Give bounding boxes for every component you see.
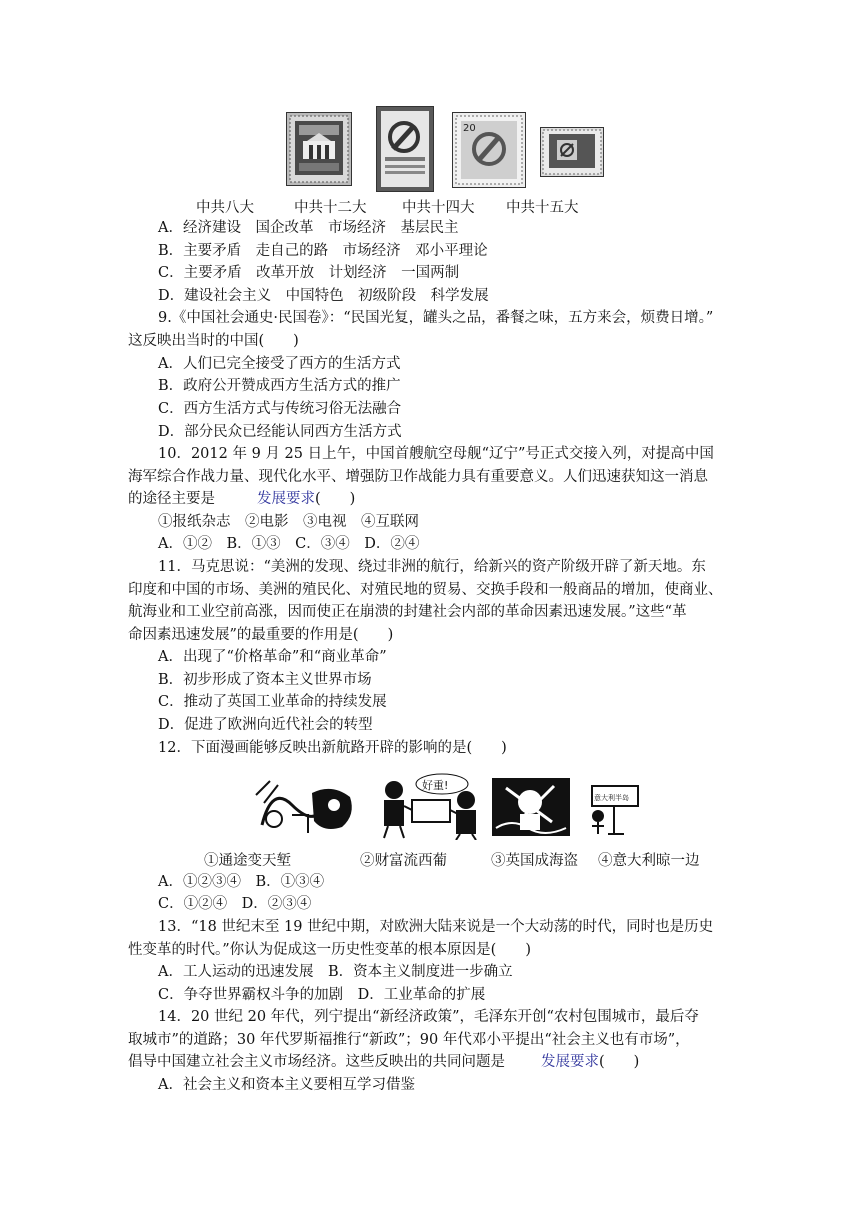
stamp-caption-1: 中共八大 bbox=[196, 200, 254, 216]
q8-option-a: A．经济建设 国企改革 市场经济 基层民主 bbox=[158, 220, 459, 236]
q14-requirement-tag: 发展要求 bbox=[541, 1054, 599, 1070]
q11-option-a: A．出现了“价格革命”和“商业革命” bbox=[158, 649, 387, 665]
stamp-12th-congress bbox=[376, 106, 434, 192]
q10-answer-blank: ( ) bbox=[315, 491, 356, 507]
q11-option-d: D．促进了欧洲向近代社会的转型 bbox=[158, 717, 373, 733]
stamp-caption-3: 中共十四大 bbox=[402, 200, 475, 216]
q12-options-line1: A．①②③④ B．①③④ bbox=[158, 874, 325, 890]
cartoon-3-pirate bbox=[492, 778, 570, 836]
cartoon-2-wealth bbox=[374, 770, 484, 840]
q8-option-d: D．建设社会主义 中国特色 初级阶段 科学发展 bbox=[158, 288, 489, 304]
cartoon-sign-text: 意大利半岛 bbox=[594, 794, 629, 802]
q9-option-c: C．西方生活方式与传统习俗无法融合 bbox=[158, 401, 402, 417]
q10-requirement-tag: 发展要求 bbox=[257, 491, 315, 507]
q10-stem-line2: 海军综合作战力量、现代化水平、增强防卫作战能力具有重要意义。人们迅速获知这一消息 bbox=[128, 469, 708, 485]
q12-cartoon-caption-2: ②财富流西葡 bbox=[360, 853, 447, 869]
q13-options-line2: C．争夺世界霸权斗争的加剧 D．工业革命的扩展 bbox=[158, 987, 486, 1003]
q11-stem-line1: 11．马克思说：“美洲的发现、绕过非洲的航行，给新兴的资产阶级开辟了新天地。东 bbox=[158, 559, 706, 575]
q12-cartoon-caption-4: ④意大利晾一边 bbox=[598, 853, 700, 869]
q12-cartoon-caption-1: ①通途变天堑 bbox=[204, 853, 291, 869]
q13-stem-line1: 13．“18 世纪末至 19 世纪中期，对欧洲大陆来说是一个大动荡的时代，同时也是历史 bbox=[158, 919, 714, 935]
q14-stem-line2: 取城市”的道路；30 年代罗斯福推行“新政”；90 年代邓小平提出“社会主义也有市场”， bbox=[128, 1032, 690, 1048]
q14-option-a: A．社会主义和资本主义要相互学习借鉴 bbox=[158, 1077, 415, 1093]
q11-stem-line4: 命因素迅速发展”的最重要的作用是( ) bbox=[128, 627, 394, 643]
stamp-8th-congress-image bbox=[287, 113, 351, 185]
stamp-value: 20 bbox=[463, 123, 476, 134]
q12-options-line2: C．①②④ D．②③④ bbox=[158, 896, 312, 912]
q14-stem-text: 倡导中国建立社会主义市场经济。这些反映出的共同问题是 bbox=[128, 1054, 505, 1070]
q14-stem-line1: 14．20 世纪 20 年代，列宁提出“新经济政策”，毛泽东开创“农村包围城市，最后夺 bbox=[158, 1009, 699, 1025]
q10-stem-line1: 10．2012 年 9 月 25 日上午，中国首艘航空母舰“辽宁”号正式交接入列，对提高中国 bbox=[158, 446, 714, 462]
q12-cartoon-caption-3: ③英国成海盗 bbox=[491, 853, 578, 869]
cartoon-4-italy-sidelined bbox=[584, 776, 644, 838]
q13-options-line1: A．工人运动的迅速发展 B．资本主义制度进一步确立 bbox=[158, 964, 513, 980]
q9-stem-line2: 这反映出当时的中国( ) bbox=[128, 333, 299, 349]
q10-stem-text: 的途径主要是 bbox=[128, 491, 215, 507]
q10-options: A．①② B．①③ C．③④ D．②④ bbox=[158, 536, 420, 552]
q11-option-c: C．推动了英国工业革命的持续发展 bbox=[158, 694, 387, 710]
q13-stem-line2: 性变革的时代。”你认为促成这一历史性变革的根本原因是( ) bbox=[128, 942, 531, 958]
stamp-12th-congress-image bbox=[377, 107, 433, 191]
q11-stem-line2: 印度和中国的市场、美洲的殖民化、对殖民地的贸易、交换手段和一般商品的增加，使商业、 bbox=[128, 582, 723, 598]
q14-answer-blank: ( ) bbox=[599, 1054, 640, 1070]
q8-option-b: B．主要矛盾 走自己的路 市场经济 邓小平理论 bbox=[158, 243, 488, 259]
stamp-15th-congress bbox=[540, 127, 604, 177]
stamp-14th-congress bbox=[452, 112, 526, 188]
q9-option-d: D．部分民众已经能认同西方生活方式 bbox=[158, 424, 402, 440]
q11-stem-line3: 航海业和工业空前高涨，因而使正在崩溃的封建社会内部的革命因素迅速发展。”这些“革 bbox=[128, 604, 687, 620]
cartoon-1-route-blocked bbox=[252, 775, 362, 837]
q10-items: ①报纸杂志 ②电影 ③电视 ④互联网 bbox=[158, 514, 419, 530]
q9-stem-line1: 9.《中国社会通史·民国卷》：“民国光复，罐头之品，番餐之味，五方来会，烦费日增。” bbox=[158, 310, 714, 326]
stamp-15th-congress-image bbox=[541, 128, 603, 176]
q8-option-c: C．主要矛盾 改革开放 计划经济 一国两制 bbox=[158, 265, 460, 281]
q11-option-b: B．初步形成了资本主义世界市场 bbox=[158, 672, 372, 688]
stamp-caption-2: 中共十二大 bbox=[294, 200, 367, 216]
q10-stem-line3 bbox=[128, 489, 355, 509]
q9-option-a: A．人们已完全接受了西方的生活方式 bbox=[158, 356, 401, 372]
stamp-14th-congress-image bbox=[453, 113, 525, 187]
q9-option-b: B．政府公开赞成西方生活方式的推广 bbox=[158, 378, 401, 394]
cartoon-speech-bubble: 好重! bbox=[422, 779, 449, 792]
stamp-8th-congress bbox=[286, 112, 352, 186]
q12-stem: 12．下面漫画能够反映出新航路开辟的影响的是( ) bbox=[158, 740, 507, 756]
q14-stem-line3 bbox=[128, 1052, 639, 1072]
stamp-caption-4: 中共十五大 bbox=[506, 200, 579, 216]
